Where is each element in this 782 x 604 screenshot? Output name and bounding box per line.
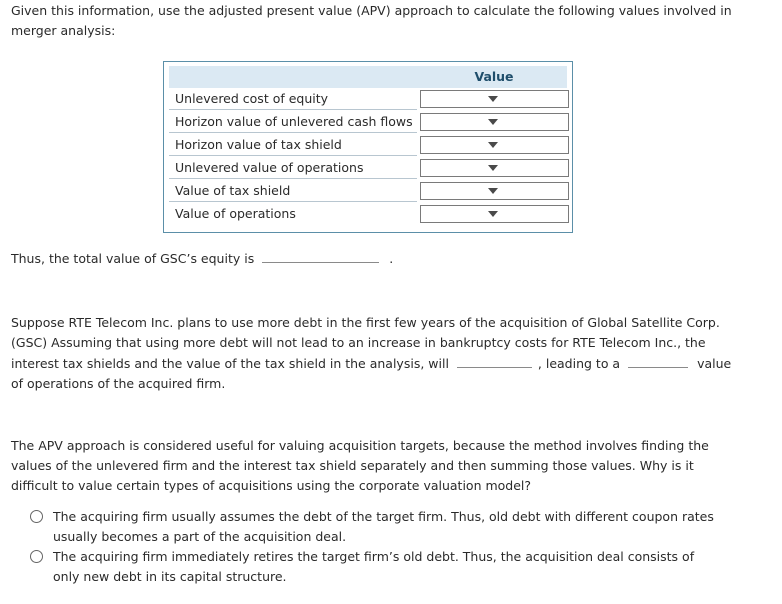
row-label: Value of operations: [175, 206, 296, 221]
row-label: Horizon value of tax shield: [169, 134, 417, 156]
row-label: Value of tax shield: [169, 180, 417, 202]
radio-button[interactable]: [30, 510, 43, 523]
rte-text-part1: Suppose RTE Telecom Inc. plans to use more debt in the first few years of the acquisition of Global Satellite Corp. (GSC) Assuming that using more debt will not lead to an increase in bankruptcy costs for RTE Telecom Inc., the interest tax shields and the value of the tax shield in the analysis, will: [11, 315, 720, 371]
radio-button[interactable]: [30, 550, 43, 563]
table-row: [169, 111, 567, 134]
intro-text: Given this information, use the adjusted present value (APV) approach to calculate the following values involved in merger analysis:: [11, 3, 732, 38]
value-direction-blank[interactable]: [628, 353, 688, 368]
answer-option[interactable]: [30, 507, 720, 547]
chevron-down-icon: [488, 142, 498, 148]
chevron-down-icon: [488, 188, 498, 194]
chevron-down-icon: [488, 96, 498, 102]
chevron-down-icon: [488, 165, 498, 171]
table-row: [169, 88, 567, 111]
chevron-down-icon: [488, 119, 498, 125]
tax-shield-change-blank[interactable]: [457, 353, 532, 368]
rte-text-part2: , leading to a: [537, 356, 621, 371]
table-row: [169, 134, 567, 157]
value-tax-shield-dropdown[interactable]: [420, 182, 569, 200]
chevron-down-icon: [488, 211, 498, 217]
value-column-header: Value: [474, 69, 514, 84]
table-row: [169, 180, 567, 203]
row-label: Unlevered value of operations: [169, 157, 417, 179]
table-row: [169, 203, 567, 226]
rte-paragraph: [11, 313, 741, 394]
apv-table: [163, 61, 573, 233]
horizon-value-tax-shield-dropdown[interactable]: [420, 136, 569, 154]
table-row: [169, 157, 567, 180]
unlevered-value-operations-dropdown[interactable]: [420, 159, 569, 177]
row-label: Unlevered cost of equity: [169, 88, 417, 110]
unlevered-cost-of-equity-dropdown[interactable]: [420, 90, 569, 108]
apv-question: The APV approach is considered useful for valuing acquisition targets, because the method involves finding the values of the unlevered firm and the interest tax shield separately and then summing those values. Why is it difficult to value certain types of acquisitions using the corporate valuation model?: [11, 438, 709, 493]
equity-sentence-end: .: [389, 251, 394, 266]
answer-option[interactable]: [30, 547, 720, 587]
value-operations-dropdown[interactable]: [420, 205, 569, 223]
equity-value-blank[interactable]: [262, 248, 379, 263]
option-text: The acquiring firm usually assumes the debt of the target firm. Thus, old debt with different coupon rates usually becomes a part of the acquisition deal.: [53, 509, 714, 544]
equity-sentence: [11, 248, 741, 269]
row-label: Horizon value of unlevered cash flows: [169, 111, 417, 133]
equity-sentence-text: Thus, the total value of GSC’s equity is: [11, 251, 255, 266]
table-header: [169, 66, 567, 88]
horizon-value-unlevered-dropdown[interactable]: [420, 113, 569, 131]
option-text: The acquiring firm immediately retires the target firm’s old debt. Thus, the acquisition deal consists of only new debt in its capital structure.: [53, 549, 695, 584]
rte-text-part3: value of operations of the acquired firm.: [11, 356, 732, 391]
